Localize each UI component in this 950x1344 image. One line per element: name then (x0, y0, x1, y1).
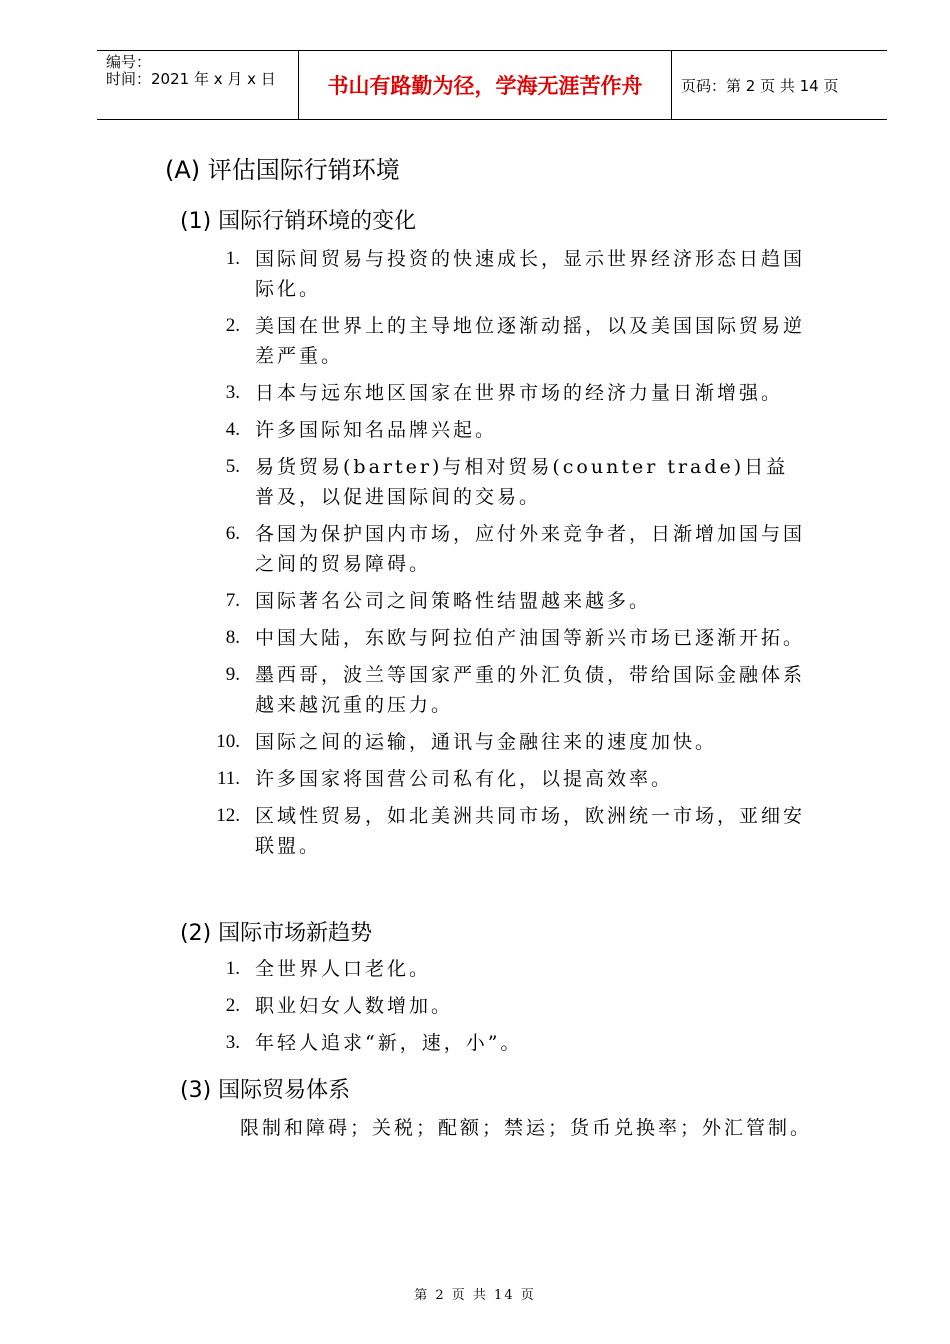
list-item: 11. 许多国家将国营公司私有化，以提高效率。 (216, 768, 674, 790)
sub2-list (200, 954, 810, 1065)
header-motto: 书山有路勤为径，学海无涯苦作舟 (327, 74, 643, 98)
list-item: 10. 国际之间的运输，通讯与金融往来的速度加快。 (216, 731, 718, 753)
list-item: 3. 日本与远东地区国家在世界市场的经济力量日渐增强。 (225, 382, 784, 404)
page-footer: 第 2 页 共 14 页 (414, 1288, 536, 1303)
sub1-title: (1) 国际行销环境的变化 (180, 209, 417, 234)
page-header (97, 50, 887, 120)
list-item: 5. 易货贸易(barter)与相对贸易(counter trade)日益普及，以促进国际间的交易。 (225, 456, 789, 508)
sub2-title: (2) 国际市场新趋势 (180, 921, 373, 946)
list-item: 2. 美国在世界上的主导地位逐渐动摇，以及美国国际贸易逆差严重。 (225, 315, 806, 367)
header-page-info: 页码：第 2 页 共 14 页 (681, 76, 839, 95)
list-item: 8. 中国大陆，东欧与阿拉伯产油国等新兴市场已逐渐开拓。 (225, 627, 806, 649)
sub3-text: 限制和障碍；关税；配额；禁运；货币兑换率；外汇管制。 (240, 1117, 813, 1139)
list-item: 1. 全世界人口老化。 (225, 958, 432, 980)
list-item: 3. 年轻人追求“新，速，小”。 (225, 1032, 523, 1054)
list-item: 2. 职业妇女人数增加。 (225, 995, 454, 1017)
list-item: 7. 国际著名公司之间策略性结盟越来越多。 (225, 590, 652, 612)
list-item: 4. 许多国际知名品牌兴起。 (225, 419, 498, 441)
header-number: 编号： (106, 53, 152, 71)
list-item: 12. 区域性贸易，如北美洲共同市场，欧洲统一市场，亚细安联盟。 (216, 805, 806, 857)
sub1-list (200, 244, 810, 868)
list-item: 1. 国际间贸易与投资的快速成长，显示世界经济形态日趋国际化。 (225, 248, 806, 300)
header-meta (106, 54, 276, 88)
list-item: 9. 墨西哥，波兰等国家严重的外汇负债，带给国际金融体系越来越沉重的压力。 (225, 664, 806, 716)
header-divider (671, 51, 672, 119)
section-a-title: (A) 评估国际行销环境 (165, 156, 400, 184)
list-item: 6. 各国为保护国内市场，应付外来竞争者，日渐增加国与国之间的贸易障碍。 (225, 523, 806, 575)
header-date: 时间：2021 年 x 月 x 日 (106, 70, 276, 88)
sub3-title: (3) 国际贸易体系 (180, 1078, 351, 1103)
